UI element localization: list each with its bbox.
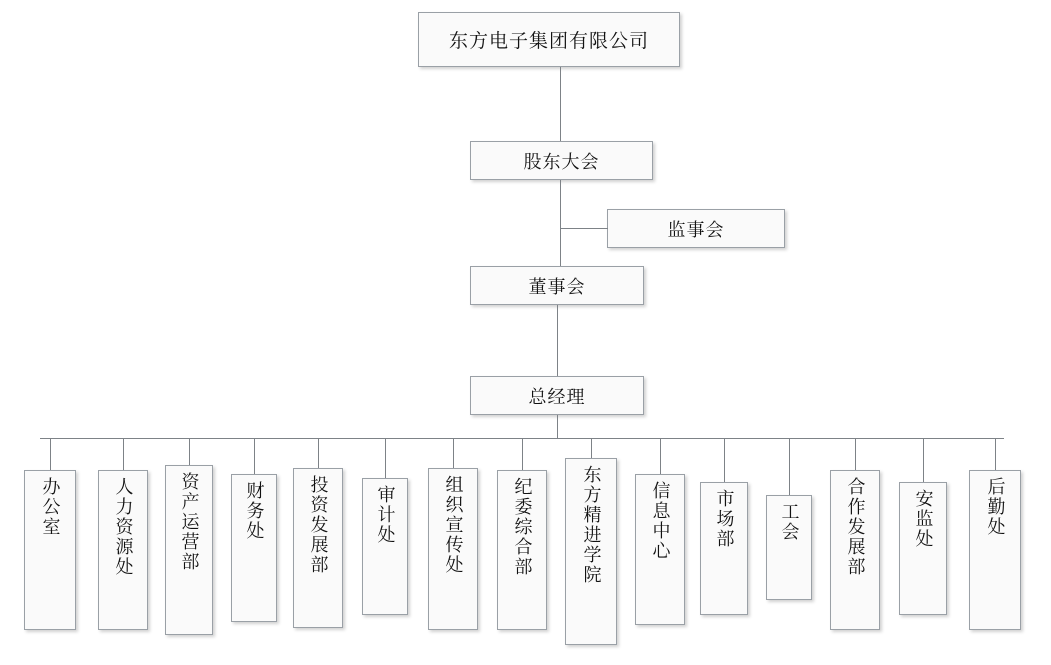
node-company-label: 东方电子集团有限公司 [448,31,649,52]
connector-department-drop [50,438,51,470]
node-department [362,478,408,615]
node-department [766,495,812,600]
connector-manager-to-bus [557,415,558,438]
node-general-manager [470,376,644,415]
node-department [24,470,76,630]
connector-department-drop [318,438,319,468]
connector-department-drop [789,438,790,495]
connector-shareholders-to-board [560,180,561,266]
node-department-label: 工会 [779,502,800,542]
node-supervisors-label: 监事会 [667,219,725,240]
connector-department-drop [995,438,996,470]
node-department [428,468,478,630]
node-department [830,470,880,630]
node-department-label: 资产运营部 [179,472,200,572]
node-department [899,482,947,615]
node-department [165,465,213,635]
node-department-label: 投资发展部 [308,475,329,575]
node-department-label: 安监处 [913,489,934,549]
connector-department-drop [385,438,386,478]
node-shareholders-label: 股东大会 [523,151,600,172]
connector-department-drop [453,438,454,468]
node-department-label: 市场部 [714,489,735,549]
node-department [231,474,277,622]
node-department [98,470,148,630]
node-department [700,482,748,615]
node-department [293,468,343,628]
connector-department-drop [724,438,725,482]
connector-department-drop [189,438,190,465]
connector-department-drop [123,438,124,470]
connector-department-drop [591,438,592,458]
node-department-label: 办公室 [40,477,61,537]
connector-department-drop [254,438,255,474]
connector-board-branch-to-supervisors [560,228,608,229]
node-department [565,458,617,645]
node-department-label: 纪委综合部 [512,477,533,577]
connector-company-to-shareholders [560,67,561,141]
node-department-label: 东方精进学院 [581,465,602,585]
node-department [969,470,1021,630]
connector-department-drop [923,438,924,482]
connector-department-drop [522,438,523,470]
node-board-label: 董事会 [528,276,586,297]
node-department [635,474,685,625]
node-department-label: 人力资源处 [113,477,134,577]
node-shareholders [470,141,653,180]
connector-department-drop [855,438,856,470]
node-department-label: 审计处 [375,485,396,545]
connector-department-drop [660,438,661,474]
node-department-label: 财务处 [244,481,265,541]
connector-board-to-manager [557,305,558,376]
node-general-manager-label: 总经理 [528,386,586,407]
node-department-label: 信息中心 [650,481,671,561]
node-department-label: 组织宣传处 [443,475,464,575]
node-department-label: 后勤处 [985,477,1006,537]
node-company [418,12,680,67]
node-board [470,266,644,305]
node-department-label: 合作发展部 [845,477,866,577]
node-department [497,470,547,630]
node-supervisors [607,209,785,248]
